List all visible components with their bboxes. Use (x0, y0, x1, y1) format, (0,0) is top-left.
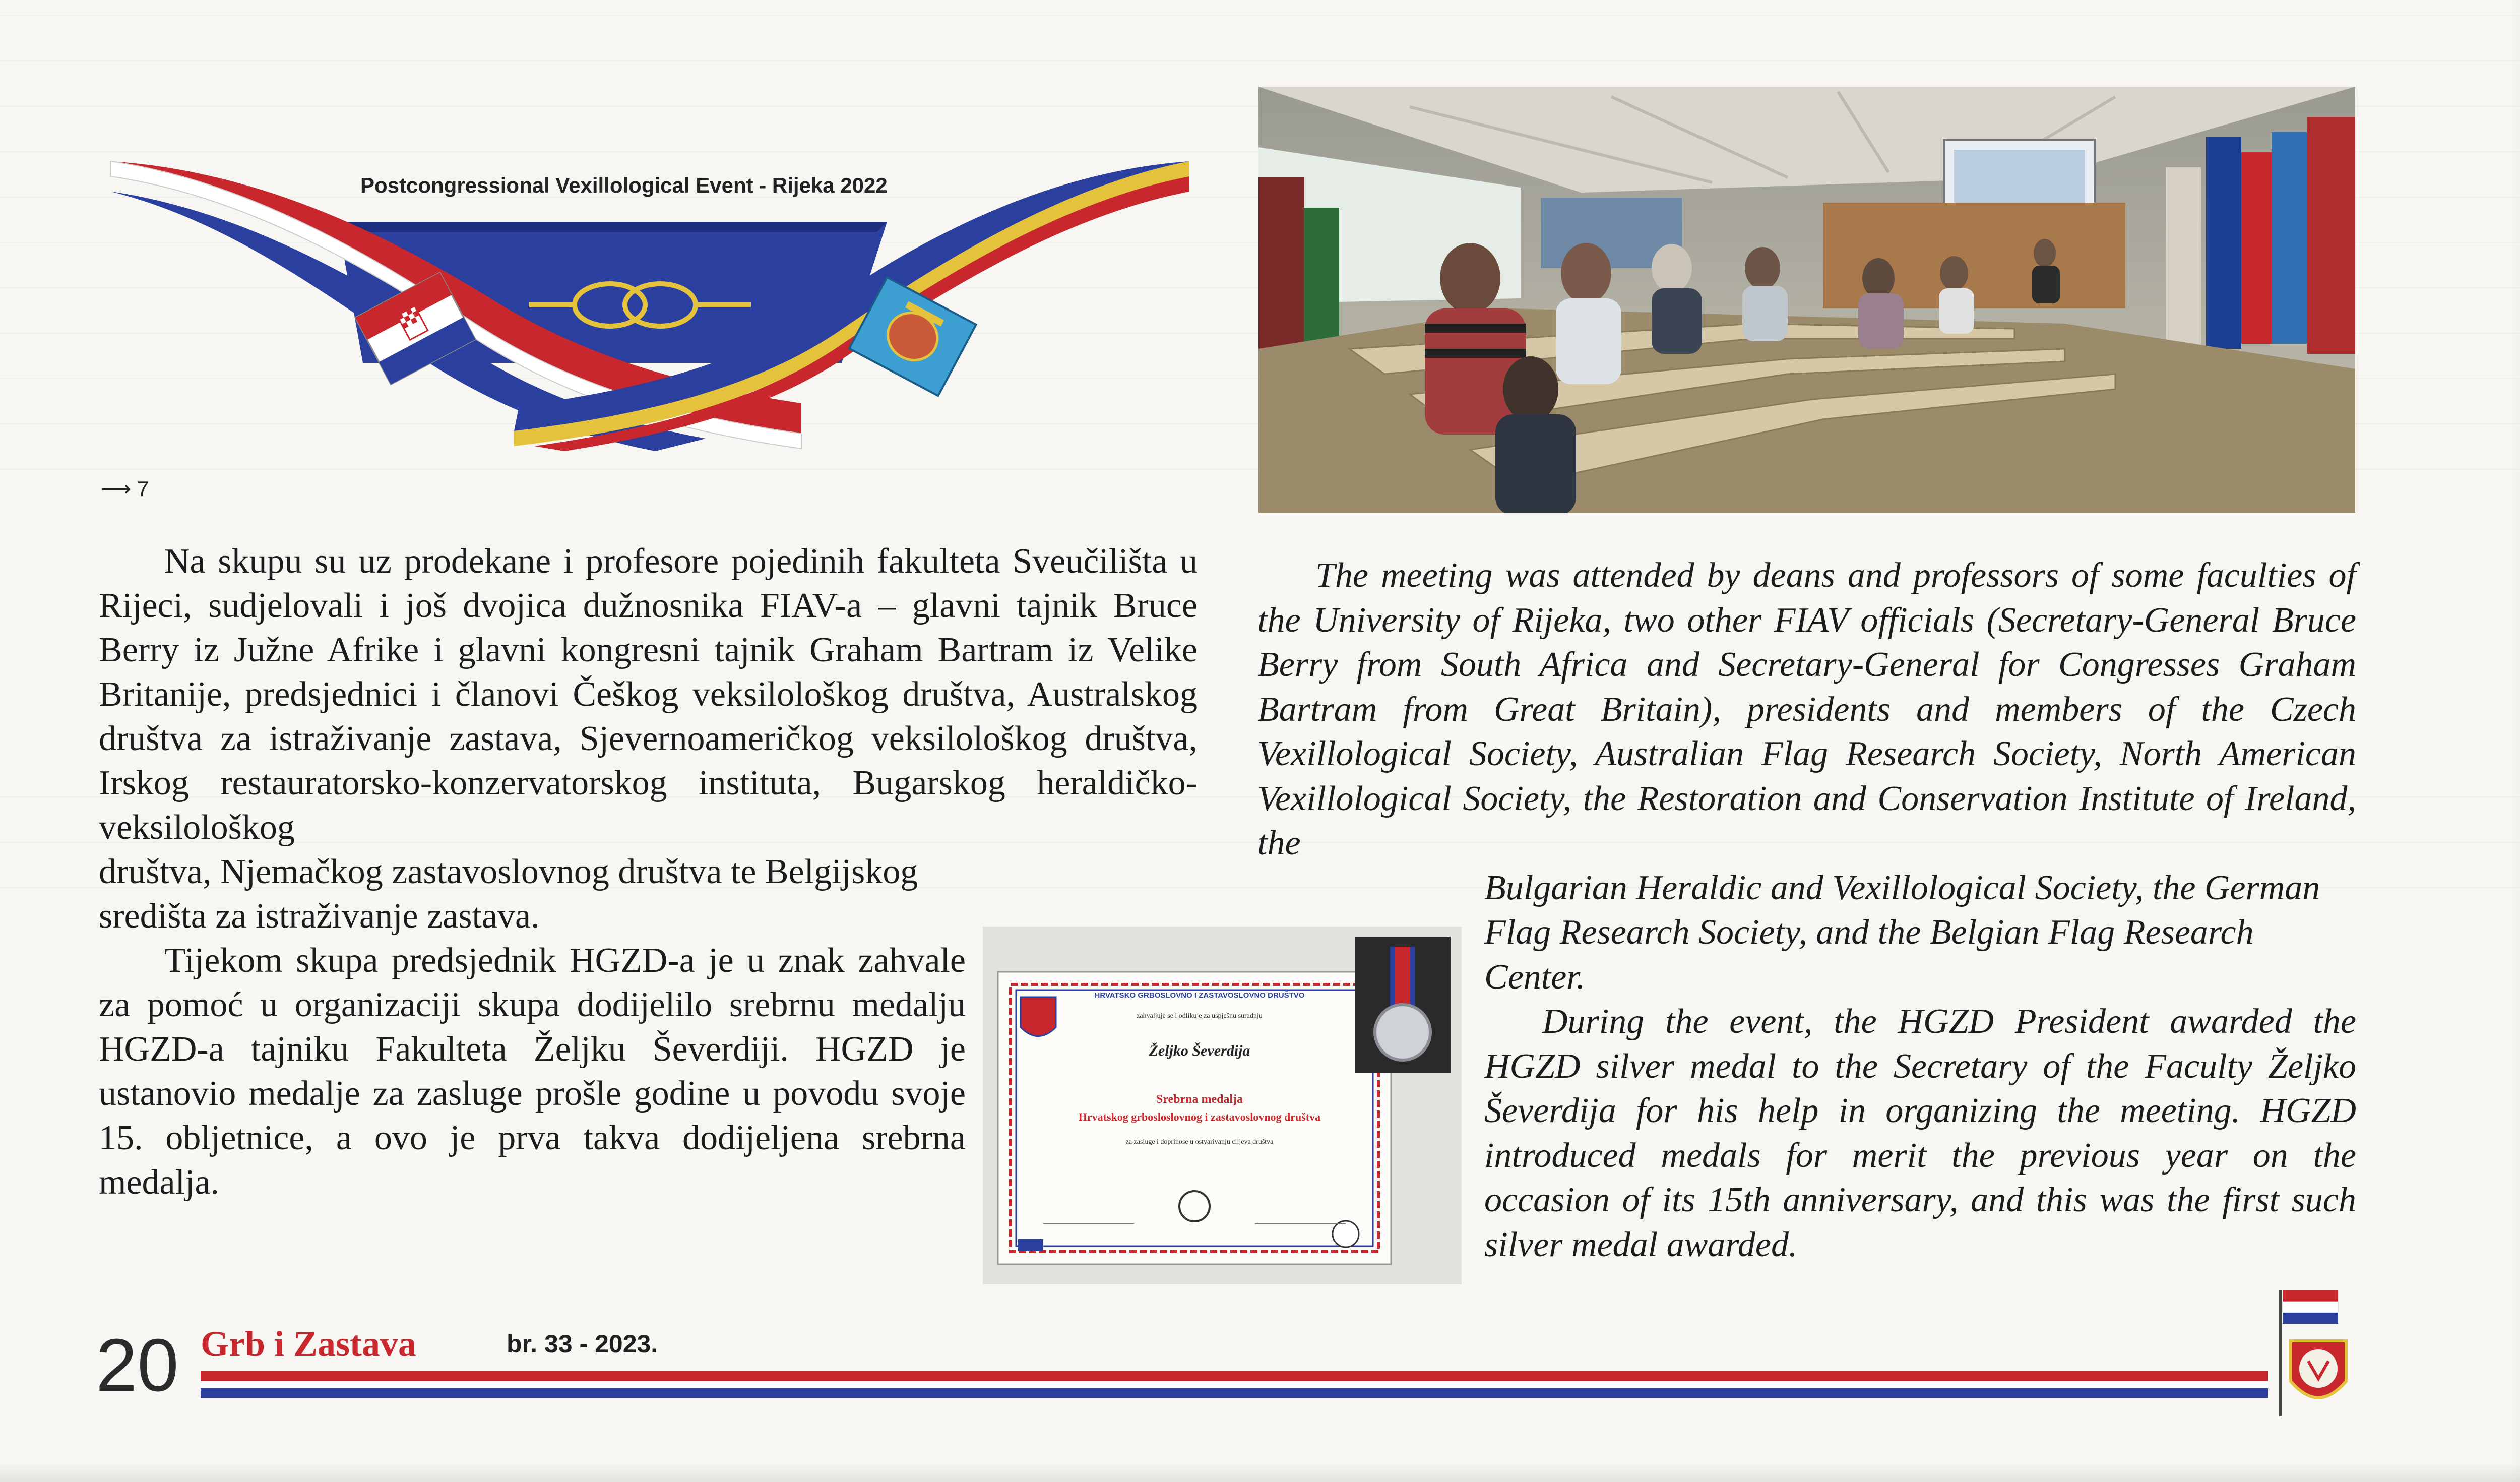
society-emblem-icon (2271, 1285, 2359, 1422)
page-bottom-shadow (0, 1462, 2520, 1482)
certificate-recipient: Željko Ševerdija (1149, 1042, 1250, 1059)
footer-stripe-blue (201, 1388, 2268, 1398)
event-banner (101, 151, 1200, 454)
page-number: 20 (96, 1324, 179, 1407)
meeting-photo (1258, 87, 2355, 513)
banner-title: Postcongressional Vexillological Event - Rijeka 2022 (360, 173, 888, 197)
issue-number: br. 33 - 2023. (507, 1330, 658, 1358)
certificate-photo (983, 927, 1462, 1284)
certificate-award-line1: Srebrna medalja (1156, 1093, 1243, 1106)
croatian-paragraph-1b: društva, Njemačkog zastavoslovnog društva te Belgijskog središta za istraživanje zastava. (99, 852, 918, 936)
page-gutter-shadow (2510, 0, 2520, 1482)
certificate-reason: za zasluge i doprinose u ostvarivanju ciljeva društva (1125, 1138, 1274, 1146)
page-reference-note: ⟶ 7 (101, 477, 149, 501)
footer-stripe-white (201, 1381, 2268, 1388)
english-paragraph-1b: Bulgarian Heraldic and Vexillological Society, the German Flag Research Society, and the Belgian Flag Research Center. (1484, 868, 2320, 997)
croatian-paragraph-2: Tijekom skupa predsjednik HGZD-a je u znak zahvale za pomoć u organizaciji skupa dodijelilo srebrnu medalju HGZD-a tajniku Fakulteta Željku Ševerdiji. HGZD je ustanovio medalje za zasluge prošle godine u povodu svoje 15. obljetnice, a ovo je prva takva dodijeljena srebrna medalja. (99, 941, 966, 1202)
croatian-paragraph-1a: Na skupu su uz prodekane i profesore pojedinih fakulteta Sveučilišta u Rijeci, sudjelovali i još dvojica dužnosnika FIAV-a – glavni tajnik Bruce Berry iz Južne Afrike i glavni kongresni tajnik Graham Bartram iz Velike Britanije, predsjednici i članovi Češkog veksilološkog društva, Australskog društva za istraživanje zastava, Sjevernoameričkog veksilološkog društva, Irskog restauratorsko-konzervatorskog instituta, Bugarskog heraldičko-veksilološkog (99, 542, 1198, 847)
hgzd-logo (2271, 1285, 2359, 1422)
footer-stripe-red (201, 1371, 2268, 1381)
english-paragraph-1a: The meeting was attended by deans and professors of some faculties of the University of Rijeka, two other FIAV officials (Secretary-General Bruce Berry from South Africa and Secretary-General for Congresses Graham Bartram from Great Britain), presidents and members of the Czech Vexillological Society, Australian Flag Research Society, North American Vexillological Society, the Restoration and Conservation Institute of Ireland, the (1257, 556, 2356, 862)
english-paragraph-2: During the event, the HGZD President awarded the HGZD silver medal to the Secretary of the Faculty Željko Ševerdija for his help in organizing the meeting. HGZD introduced medals for merit the previous year on the occasion of its 15th anniversary, and this was the first such silver medal awarded. (1484, 1002, 2356, 1264)
certificate-intro: zahvaljuje se i odlikuje za uspješnu suradnju (1137, 1012, 1263, 1020)
certificate-society: HRVATSKO GRBOSLOVNO I ZASTAVOSLOVNO DRUŠTVO (1094, 991, 1305, 1000)
certificate-award-line2: Hrvatskog grbosloslovnog i zastavoslovnog društva (1078, 1110, 1321, 1123)
meeting-room-image (1258, 87, 2355, 513)
magazine-title: Grb i Zastava (201, 1324, 417, 1364)
